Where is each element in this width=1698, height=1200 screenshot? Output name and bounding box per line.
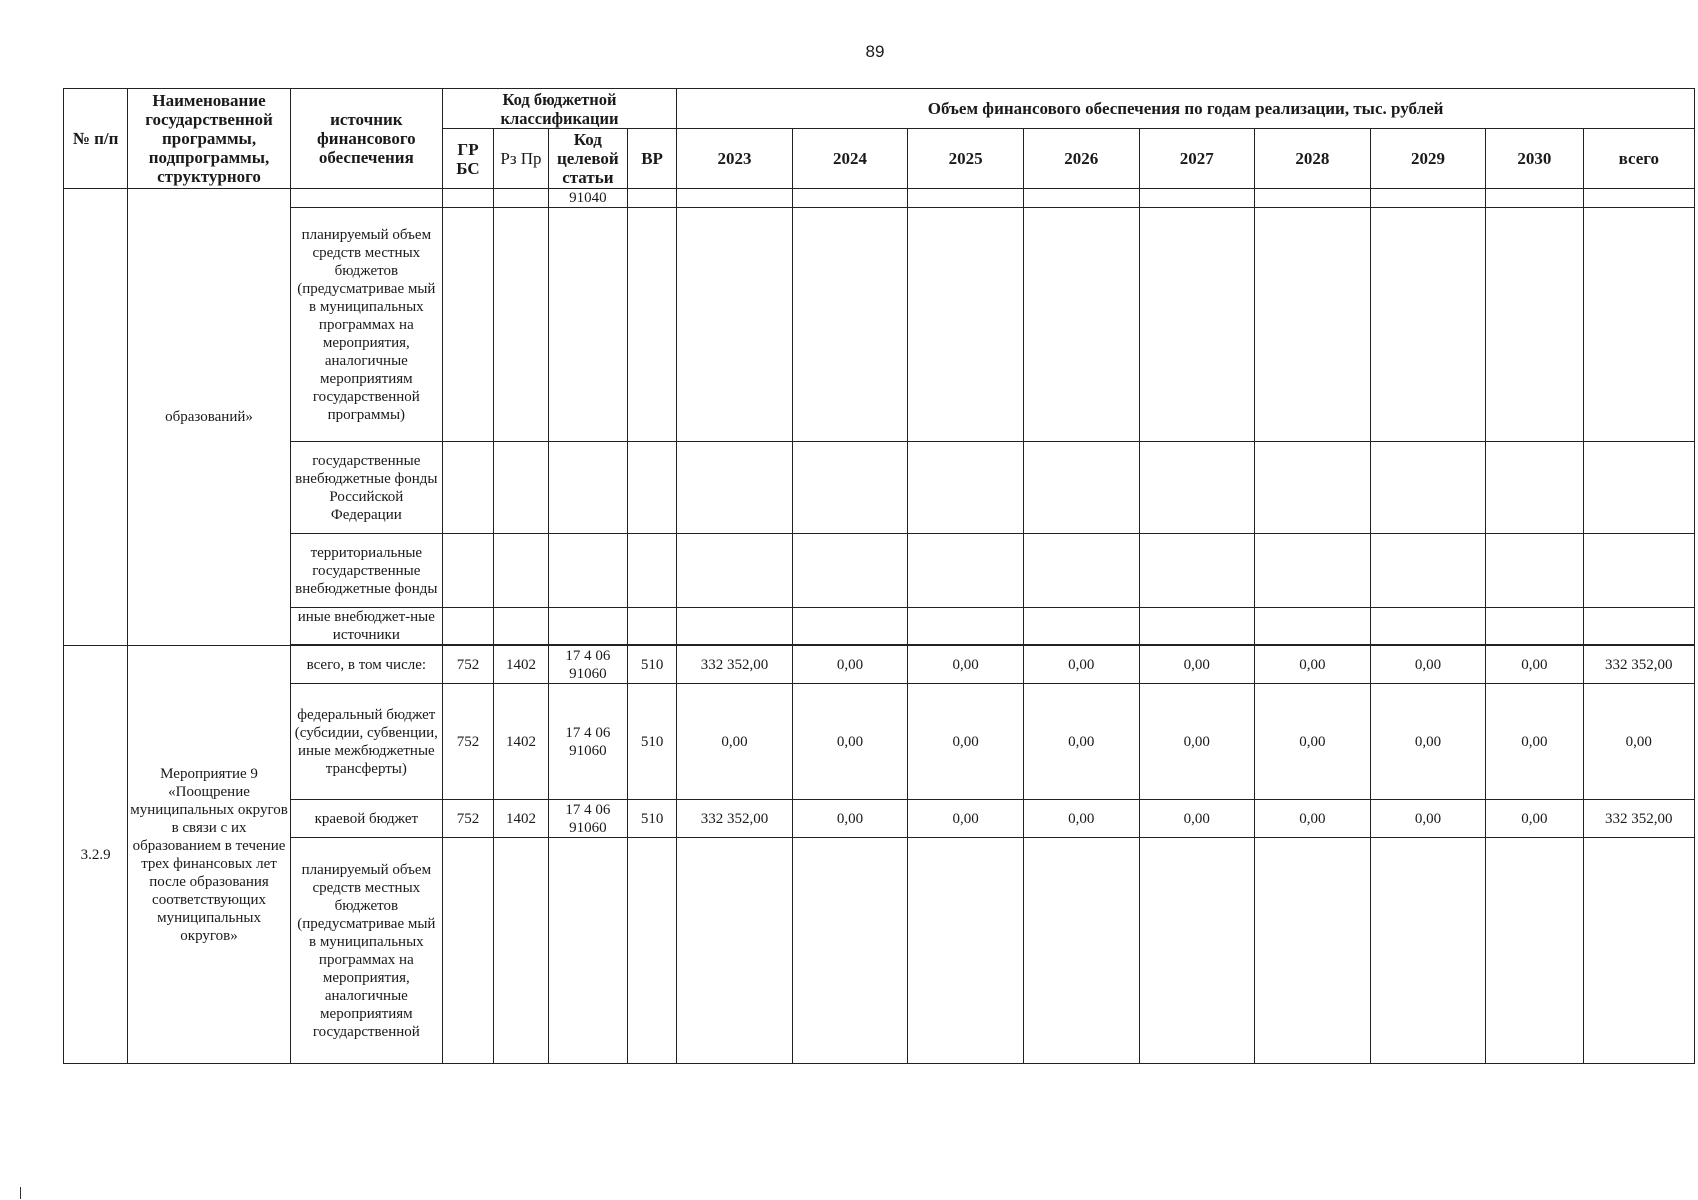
source-cell: краевой бюджет xyxy=(290,800,442,838)
value-2029: 0,00 xyxy=(1370,646,1486,684)
value-2026: 0,00 xyxy=(1023,800,1139,838)
value-2024: 0,00 xyxy=(792,646,908,684)
table-row xyxy=(64,684,1695,800)
value-2028: 0,00 xyxy=(1255,646,1371,684)
table-row xyxy=(64,646,1695,684)
table-row xyxy=(64,838,1695,1064)
rzpr-cell: 1402 xyxy=(494,684,549,800)
header-year-2024: 2024 xyxy=(792,129,908,189)
header-year-2029: 2029 xyxy=(1370,129,1486,189)
vr-cell: 510 xyxy=(627,684,676,800)
row-name: Мероприятие 9 «Поощрение муниципальных округов в связи с их образованием в течение трех финансовых лет после образования соответствующих муниципальных округов» xyxy=(128,646,291,1064)
vr-cell: 510 xyxy=(627,800,676,838)
value-total: 332 352,00 xyxy=(1583,646,1694,684)
grbs-cell: 752 xyxy=(442,684,493,800)
target-code-cell: 17 4 06 91060 xyxy=(548,800,627,838)
table-row xyxy=(64,534,1695,608)
header-volume-group: Объем финансового обеспечения по годам реализации, тыс. рублей xyxy=(677,89,1695,129)
value-total: 0,00 xyxy=(1583,684,1694,800)
value-2029: 0,00 xyxy=(1370,684,1486,800)
value-2030: 0,00 xyxy=(1486,684,1583,800)
row-index-empty xyxy=(64,189,128,646)
header-code-group: Код бюджетной классификации xyxy=(442,89,676,129)
value-2028: 0,00 xyxy=(1255,800,1371,838)
source-cell: планируемый объем средств местных бюджетов (предусматривае мый в муниципальных программах на мероприятия, аналогичные мероприятиям государственной программы) xyxy=(290,208,442,442)
source-cell: федеральный бюджет (субсидии, субвенции, иные межбюджетные трансферты) xyxy=(290,684,442,800)
source-cell: всего, в том числе: xyxy=(290,646,442,684)
value-2026: 0,00 xyxy=(1023,684,1139,800)
rzpr-cell: 1402 xyxy=(494,800,549,838)
table-row xyxy=(64,208,1695,442)
header-year-2027: 2027 xyxy=(1139,129,1255,189)
source-cell: государственные внебюджетные фонды Российской Федерации xyxy=(290,442,442,534)
value-2026: 0,00 xyxy=(1023,646,1139,684)
value-2023: 332 352,00 xyxy=(677,800,793,838)
source-cell: территориальные государственные внебюджетные фонды xyxy=(290,534,442,608)
value-2024: 0,00 xyxy=(792,800,908,838)
value-2025: 0,00 xyxy=(908,800,1024,838)
header-year-2026: 2026 xyxy=(1023,129,1139,189)
header-num: № п/п xyxy=(64,89,128,189)
header-grbs: ГР БС xyxy=(442,129,493,189)
value-2029: 0,00 xyxy=(1370,800,1486,838)
row-index: 3.2.9 xyxy=(64,646,128,1064)
value-total: 332 352,00 xyxy=(1583,800,1694,838)
header-year-2030: 2030 xyxy=(1486,129,1583,189)
target-code-cell: 91040 xyxy=(548,189,627,208)
budget-table xyxy=(63,88,1695,1064)
table-row xyxy=(64,608,1695,645)
header-rzpr: Рз Пр xyxy=(494,129,549,189)
source-cell: планируемый объем средств местных бюджетов (предусматривае мый в муниципальных программах на мероприятия, аналогичные мероприятиям государственной xyxy=(290,838,442,1064)
row-name: образований» xyxy=(128,189,291,646)
value-2025: 0,00 xyxy=(908,646,1024,684)
source-cell: иные внебюджет-ные источники xyxy=(290,608,442,645)
header-source: источник финансового обеспечения xyxy=(290,89,442,189)
value-2025: 0,00 xyxy=(908,684,1024,800)
header-year-2028: 2028 xyxy=(1255,129,1371,189)
value-2027: 0,00 xyxy=(1139,800,1255,838)
rzpr-cell: 1402 xyxy=(494,646,549,684)
page-number: 89 xyxy=(865,42,885,61)
value-2030: 0,00 xyxy=(1486,800,1583,838)
grbs-cell: 752 xyxy=(442,646,493,684)
value-2024: 0,00 xyxy=(792,684,908,800)
value-2023: 0,00 xyxy=(677,684,793,800)
header-total: всего xyxy=(1583,129,1694,189)
table-row xyxy=(64,442,1695,534)
vr-cell: 510 xyxy=(627,646,676,684)
table-row xyxy=(64,800,1695,838)
header-year-2023: 2023 xyxy=(677,129,793,189)
target-code-cell: 17 4 06 91060 xyxy=(548,684,627,800)
table-row xyxy=(64,189,1695,208)
grbs-cell: 752 xyxy=(442,800,493,838)
header-vr: ВР xyxy=(627,129,676,189)
value-2030: 0,00 xyxy=(1486,646,1583,684)
header-row-1 xyxy=(64,89,1695,129)
value-2023: 332 352,00 xyxy=(677,646,793,684)
scan-margin-mark xyxy=(20,1187,21,1199)
target-code-cell: 17 4 06 91060 xyxy=(548,646,627,684)
value-2028: 0,00 xyxy=(1255,684,1371,800)
header-year-2025: 2025 xyxy=(908,129,1024,189)
header-name: Наименование государственной программы, подпрограммы, структурного xyxy=(128,89,291,189)
value-2027: 0,00 xyxy=(1139,646,1255,684)
header-target: Код целевой статьи xyxy=(548,129,627,189)
value-2027: 0,00 xyxy=(1139,684,1255,800)
